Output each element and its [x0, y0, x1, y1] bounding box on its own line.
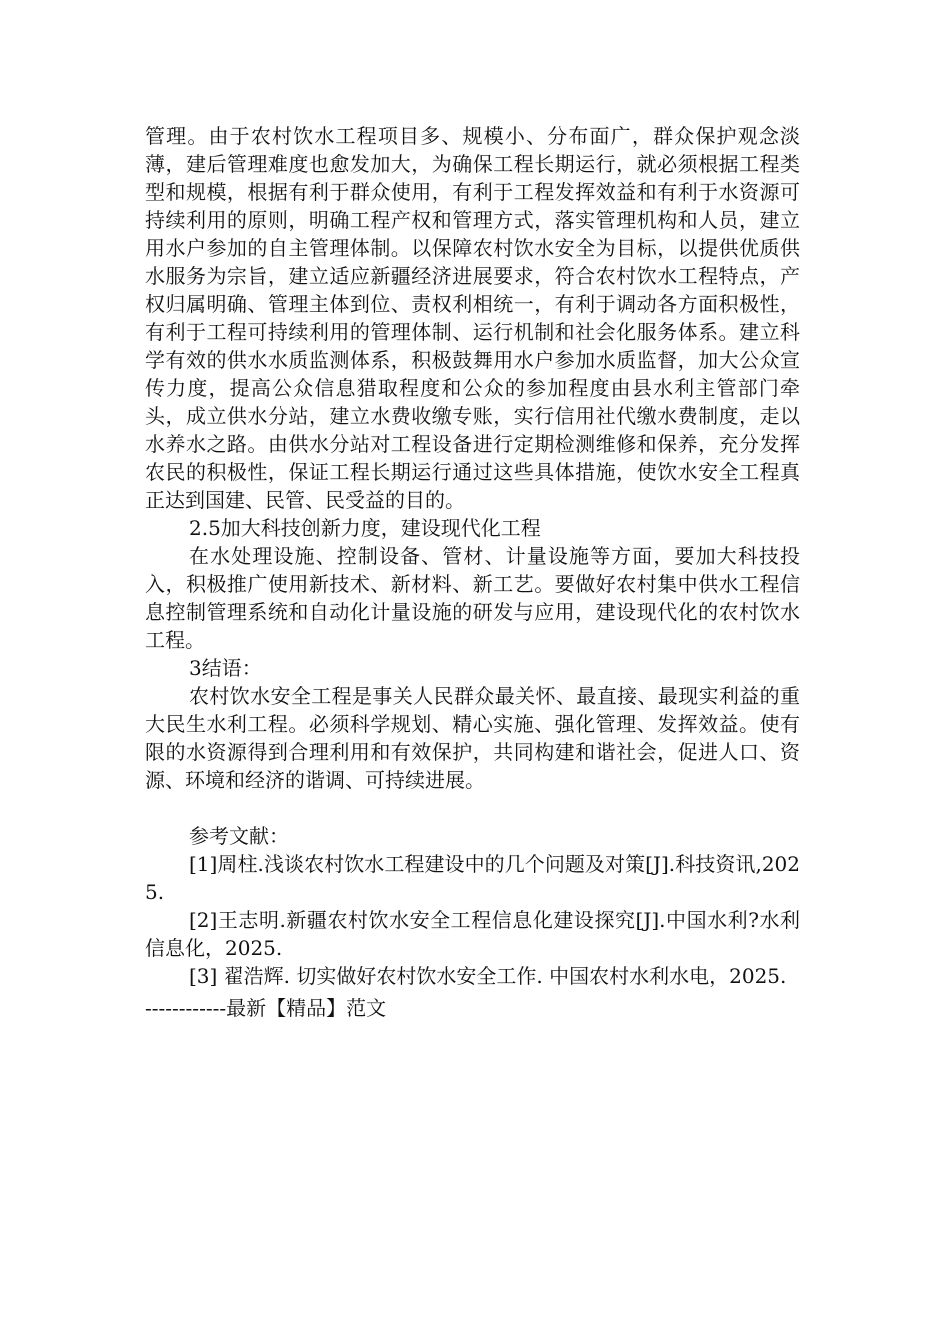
reference-item: [2]王志明.新疆农村饮水安全工程信息化建设探究[J].中国水利?水利信息化，2025.	[145, 908, 800, 960]
body-paragraph-technology: 在水处理设施、控制设备、管材、计量设施等方面，要加大科技投入，积极推广使用新技术、新材料、新工艺。要做好农村集中供水工程信息控制管理系统和自动化计量设施的研发与应用，建设现代化的农村饮水工程。	[145, 544, 800, 652]
section-heading-2-5: 2.5加大科技创新力度，建设现代化工程	[189, 516, 541, 540]
footer-tagline: ------------最新【精品】范文	[145, 996, 387, 1020]
section-heading-3: 3结语：	[189, 656, 262, 680]
reference-item: [1]周柱.浅谈农村饮水工程建设中的几个问题及对策[J].科技资讯,2025.	[145, 852, 800, 904]
references-title: 参考文献：	[189, 824, 289, 848]
body-paragraph-management: 管理。由于农村饮水工程项目多、规模小、分布面广，群众保护观念淡薄，建后管理难度也愈发加大，为确保工程长期运行，就必须根据工程类型和规模，根据有利于群众使用，有利于工程发挥效益和有利于水资源可持续利用的原则，明确工程产权和管理方式，落实管理机构和人员，建立用水户参加的自主管理体制。以保障农村饮水安全为目标，以提供优质供水服务为宗旨，建立适应新疆经济进展要求，符合农村饮水工程特点，产权归属明确、管理主体到位、责权利相统一，有利于调动各方面积极性，有利于工程可持续利用的管理体制、运行机制和社会化服务体系。建立科学有效的供水水质监测体系，积极鼓舞用水户参加水质监督，加大公众宣传力度，提高公众信息猎取程度和公众的参加程度由县水利主管部门牵头，成立供水分站，建立水费收缴专账，实行信用社代缴水费制度，走以水养水之路。由供水分站对工程设备进行定期检测维修和保养，充分发挥农民的积极性，保证工程长期运行通过这些具体措施，使饮水安全工程真正达到国建、民管、民受益的目的。	[145, 124, 800, 512]
body-paragraph-conclusion: 农村饮水安全工程是事关人民群众最关怀、最直接、最现实利益的重大民生水利工程。必须科学规划、精心实施、强化管理、发挥效益。使有限的水资源得到合理利用和有效保护，共同构建和谐社会，促进人口、资源、环境和经济的谐调、可持续进展。	[145, 684, 800, 792]
reference-item: [3] 翟浩辉. 切实做好农村饮水安全工作. 中国农村水利水电，2025.	[189, 964, 787, 988]
document-body	[145, 122, 800, 990]
paragraph-gap	[145, 794, 800, 822]
